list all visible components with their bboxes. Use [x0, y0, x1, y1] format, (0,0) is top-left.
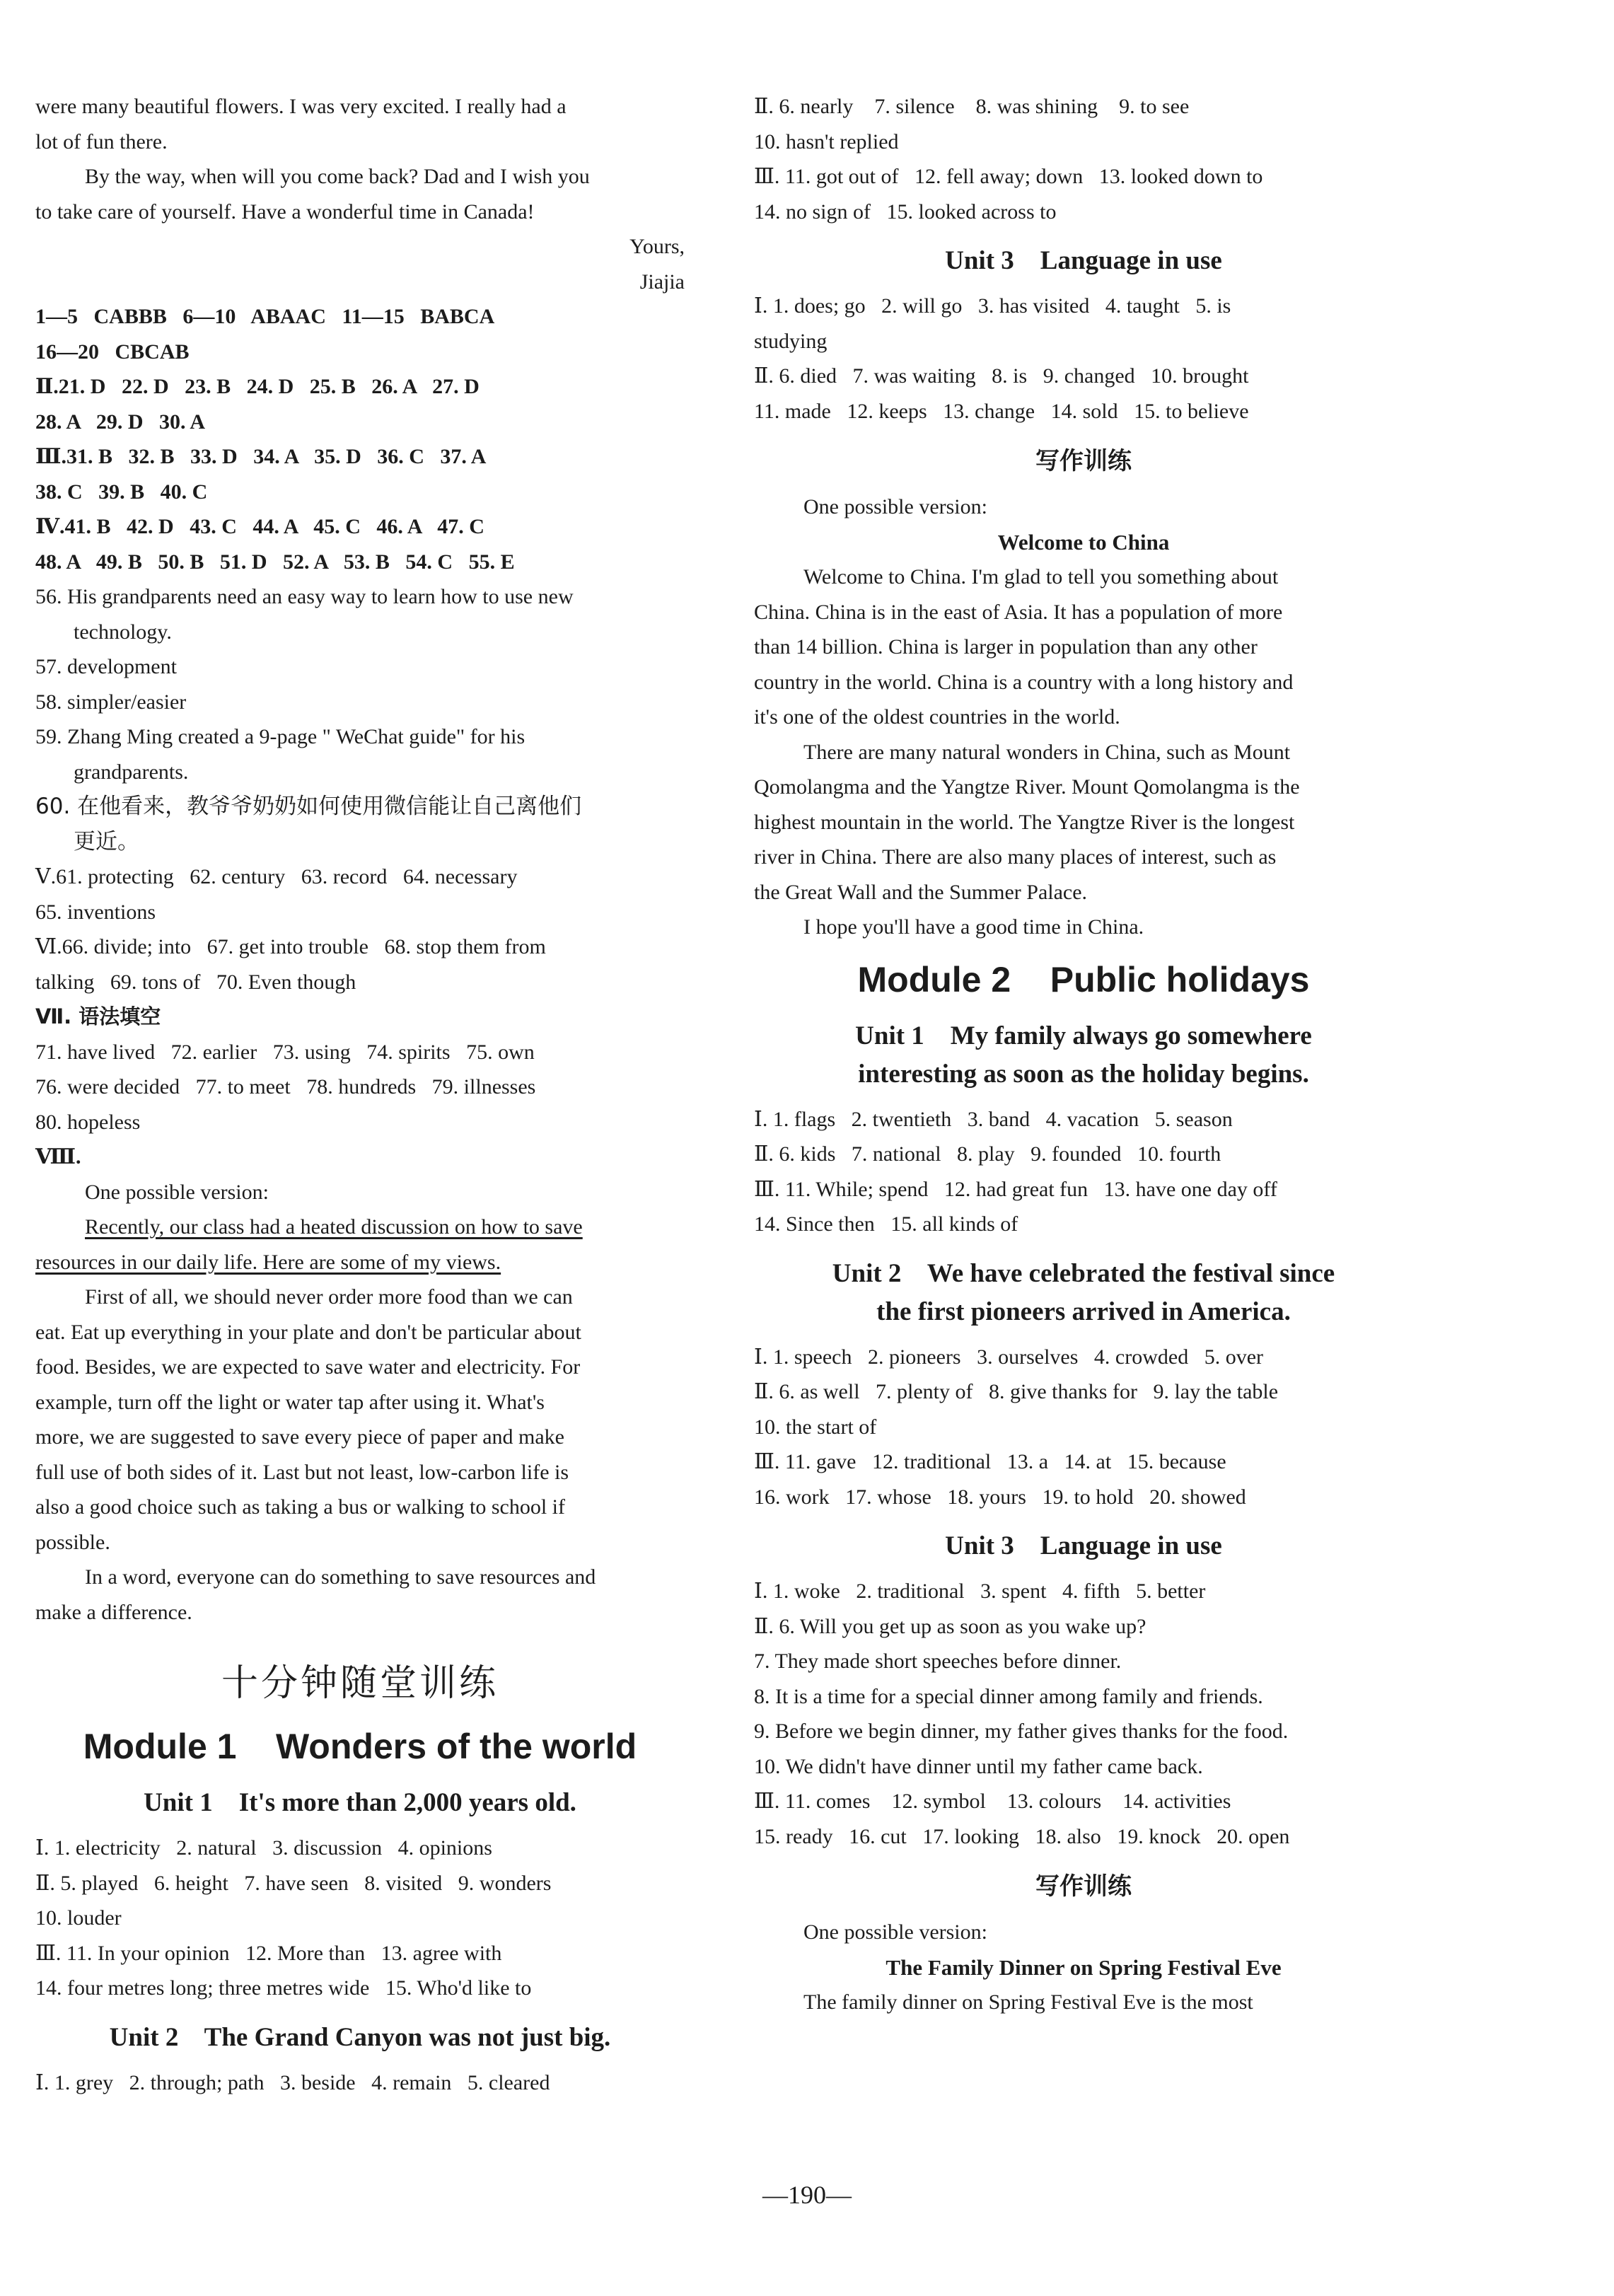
essay-line: Recently, our class had a heated discussion on how to save — [85, 1215, 583, 1239]
unit-1-title-line-1: Unit 1 My family always go somewhere — [855, 1021, 1312, 1050]
answer-line: Ⅱ. 6. nearly 7. silence 8. was shining 9. to see — [754, 95, 1190, 118]
possible-version-label: One possible version: — [85, 1180, 269, 1204]
answer-line: Ⅰ. 1. electricity 2. natural 3. discussion 4. opinions — [35, 1836, 492, 1860]
answer-line: 15. ready 16. cut 17. looking 18. also 19. knock 20. open — [754, 1824, 1290, 1848]
answer-line: 14. no sign of 15. looked across to — [754, 199, 1057, 224]
essay-line: food. Besides, we are expected to save water and electricity. For — [35, 1355, 581, 1379]
answer-line: Ⅱ. 6. kids 7. national 8. play 9. founded 10. fourth — [754, 1142, 1221, 1166]
essay-title: The Family Dinner on Spring Festival Eve — [886, 1954, 1282, 1980]
essay-line: country in the world. China is a country with a long history and — [754, 670, 1294, 694]
answer-58: 58. simpler/easier — [35, 690, 187, 714]
writing-practice-title: 写作训练 — [1035, 1872, 1132, 1901]
answer-56-cont: technology. — [74, 620, 172, 644]
answer-line: 80. hopeless — [35, 1110, 141, 1134]
page-number: —190— — [762, 2181, 852, 2209]
answer-line: Ⅰ. 1. flags 2. twentieth 3. band 4. vacation 5. season — [754, 1107, 1233, 1131]
answer-line: Ⅵ.66. divide; into 67. get into trouble 68. stop them from — [35, 935, 546, 958]
answer-line: Ⅳ.41. B 42. D 43. C 44. A 45. C 46. A 47. C — [35, 515, 484, 538]
essay-line: eat. Eat up everything in your plate and don't be particular about — [35, 1320, 581, 1344]
unit-1-title: Unit 1 It's more than 2,000 years old. — [144, 1788, 576, 1817]
writing-practice-title: 写作训练 — [1035, 447, 1132, 475]
answer-line: 1—5 CABBB 6—10 ABAAC 11—15 BABCA — [35, 305, 495, 328]
answer-line: 48. A 49. B 50. B 51. D 52. A 53. B 54. C 55. E — [35, 550, 515, 574]
letter-signature: Jiajia — [639, 269, 685, 294]
unit-3-title: Unit 3 Language in use — [945, 246, 1222, 275]
answer-line: 14. Since then 15. all kinds of — [754, 1212, 1018, 1236]
answer-line: 10. the start of — [754, 1415, 877, 1439]
essay-line: more, we are suggested to save every piece of paper and make — [35, 1425, 564, 1449]
answer-57: 57. development — [35, 655, 177, 678]
right-column — [754, 89, 1413, 2020]
unit-2-title-line-1: Unit 2 We have celebrated the festival since — [832, 1258, 1335, 1288]
answer-line: Ⅱ. 5. played 6. height 7. have seen 8. visited 9. wonders — [35, 1871, 552, 1895]
unit-1-title-line-2: interesting as soon as the holiday begins. — [858, 1059, 1309, 1089]
unit-2-title-line-2: the first pioneers arrived in America. — [876, 1297, 1291, 1326]
section-7-heading: Ⅶ. 语法填空 — [35, 1004, 161, 1028]
essay-line: China. China is in the east of Asia. It has a population of more — [754, 600, 1283, 624]
answer-line: 10. hasn't replied — [754, 129, 899, 153]
essay-line: full use of both sides of it. Last but not least, low-carbon life is — [35, 1460, 569, 1484]
essay-line: possible. — [35, 1530, 110, 1554]
letter-line: were many beautiful flowers. I was very excited. I really had a — [35, 95, 567, 118]
answer-56: 56. His grandparents need an easy way to learn how to use new — [35, 585, 574, 608]
essay-line: Welcome to China. I'm glad to tell you something about — [803, 565, 1279, 589]
essay-line: First of all, we should never order more food than we can — [85, 1285, 573, 1309]
unit-2-title: Unit 2 The Grand Canyon was not just big. — [109, 2022, 611, 2052]
unit-3-title: Unit 3 Language in use — [945, 1531, 1222, 1560]
answer-line: Ⅱ. 6. as well 7. plenty of 8. give thanks for 9. lay the table — [754, 1380, 1279, 1403]
section-title: 十分钟随堂训练 — [221, 1662, 499, 1705]
essay-line: resources in our daily life. Here are some of my views. — [35, 1250, 501, 1274]
answer-line: Ⅱ. 6. died 7. was waiting 8. is 9. changed 10. brought — [754, 364, 1249, 388]
answer-line: 71. have lived 72. earlier 73. using 74. spirits 75. own — [35, 1040, 535, 1064]
essay-line: The family dinner on Spring Festival Eve is the most — [803, 1990, 1253, 2014]
answer-line: Ⅰ. 1. woke 2. traditional 3. spent 4. fifth 5. better — [754, 1579, 1206, 1603]
answer-line: 38. C 39. B 40. C — [35, 480, 208, 504]
answer-line: Ⅲ. 11. While; spend 12. had great fun 13. have one day off — [754, 1177, 1277, 1201]
answer-59: 59. Zhang Ming created a 9-page " WeChat guide" for his — [35, 725, 526, 748]
answer-line: 10. louder — [35, 1906, 122, 1930]
answer-59-cont: grandparents. — [74, 760, 189, 784]
answer-line: Ⅲ. 11. In your opinion 12. More than 13. agree with — [35, 1941, 502, 1965]
answer-line: 10. We didn't have dinner until my father came back. — [754, 1754, 1203, 1778]
answer-line: Ⅲ. 11. comes 12. symbol 13. colours 14. activities — [754, 1790, 1231, 1813]
answer-line: 9. Before we begin dinner, my father gives thanks for the food. — [754, 1720, 1289, 1743]
answer-60: 60. 在他看来，教爷爷奶奶如何使用微信能让自己离他们 — [35, 794, 582, 819]
answer-line: 11. made 12. keeps 13. change 14. sold 15. to believe — [754, 399, 1249, 423]
answer-line: Ⅰ. 1. grey 2. through; path 3. beside 4. remain 5. cleared — [35, 2070, 550, 2094]
essay-line: highest mountain in the world. The Yangtze River is the longest — [754, 810, 1295, 834]
answer-line: Ⅲ. 11. got out of 12. fell away; down 13. looked down to — [754, 165, 1263, 188]
answer-line: 16. work 17. whose 18. yours 19. to hold 20. showed — [754, 1485, 1246, 1509]
answer-line: 16—20 CBCAB — [35, 340, 190, 364]
answer-line: Ⅴ.61. protecting 62. century 63. record 64. necessary — [35, 865, 518, 888]
left-column — [35, 89, 685, 2100]
answer-line: studying — [754, 329, 828, 353]
answer-line: Ⅲ.31. B 32. B 33. D 34. A 35. D 36. C 37. A — [35, 445, 487, 468]
answer-line: Ⅰ. 1. speech 2. pioneers 3. ourselves 4. crowded 5. over — [754, 1345, 1263, 1369]
answer-line: 14. four metres long; three metres wide 15. Who'd like to — [35, 1976, 532, 2000]
letter-line: lot of fun there. — [35, 129, 168, 153]
module-2-title: Module 2 Public holidays — [857, 959, 1310, 999]
possible-version-label: One possible version: — [803, 1920, 987, 1944]
essay-line: Qomolangma and the Yangtze River. Mount Qomolangma is the — [754, 775, 1300, 799]
module-1-title: Module 1 Wonders of the world — [83, 1727, 637, 1766]
answer-line: 8. It is a time for a special dinner among family and friends. — [754, 1684, 1263, 1708]
letter-line: to take care of yourself. Have a wonderful time in Canada! — [35, 199, 535, 224]
essay-line: the Great Wall and the Summer Palace. — [754, 880, 1088, 904]
possible-version-label: One possible version: — [803, 495, 987, 518]
answer-60-cont: 更近。 — [74, 828, 139, 854]
essay-line: example, turn off the light or water tap after using it. What's — [35, 1390, 545, 1414]
answer-line: 7. They made short speeches before dinner. — [754, 1649, 1122, 1673]
section-8-heading: Ⅷ. — [35, 1145, 81, 1169]
answer-line: 65. inventions — [35, 900, 156, 924]
letter-line: By the way, when will you come back? Dad and I wish you — [85, 165, 590, 188]
answer-line: Ⅲ. 11. gave 12. traditional 13. a 14. at 15. because — [754, 1450, 1226, 1473]
essay-line: also a good choice such as taking a bus or walking to school if — [35, 1495, 566, 1519]
essay-line: I hope you'll have a good time in China. — [803, 915, 1144, 939]
answer-line: talking 69. tons of 70. Even though — [35, 970, 356, 994]
answer-line: Ⅱ. 6. Will you get up as soon as you wake up? — [754, 1614, 1146, 1638]
essay-line: There are many natural wonders in China, such as Mount — [803, 740, 1291, 764]
answer-line: 76. were decided 77. to meet 78. hundreds 79. illnesses — [35, 1075, 536, 1098]
essay-line: it's one of the oldest countries in the world. — [754, 705, 1120, 729]
answer-line: 28. A 29. D 30. A — [35, 410, 206, 434]
essay-title: Welcome to China — [997, 529, 1170, 555]
essay-line: In a word, everyone can do something to save resources and — [85, 1565, 596, 1589]
answer-line: Ⅱ.21. D 22. D 23. B 24. D 25. B 26. A 27. D — [35, 375, 480, 398]
essay-line: make a difference. — [35, 1600, 192, 1624]
letter-closing: Yours, — [629, 235, 685, 258]
essay-line: river in China. There are also many places of interest, such as — [754, 845, 1277, 869]
answer-line: Ⅰ. 1. does; go 2. will go 3. has visited 4. taught 5. is — [754, 294, 1231, 318]
essay-line: than 14 billion. China is larger in population than any other — [754, 635, 1258, 659]
